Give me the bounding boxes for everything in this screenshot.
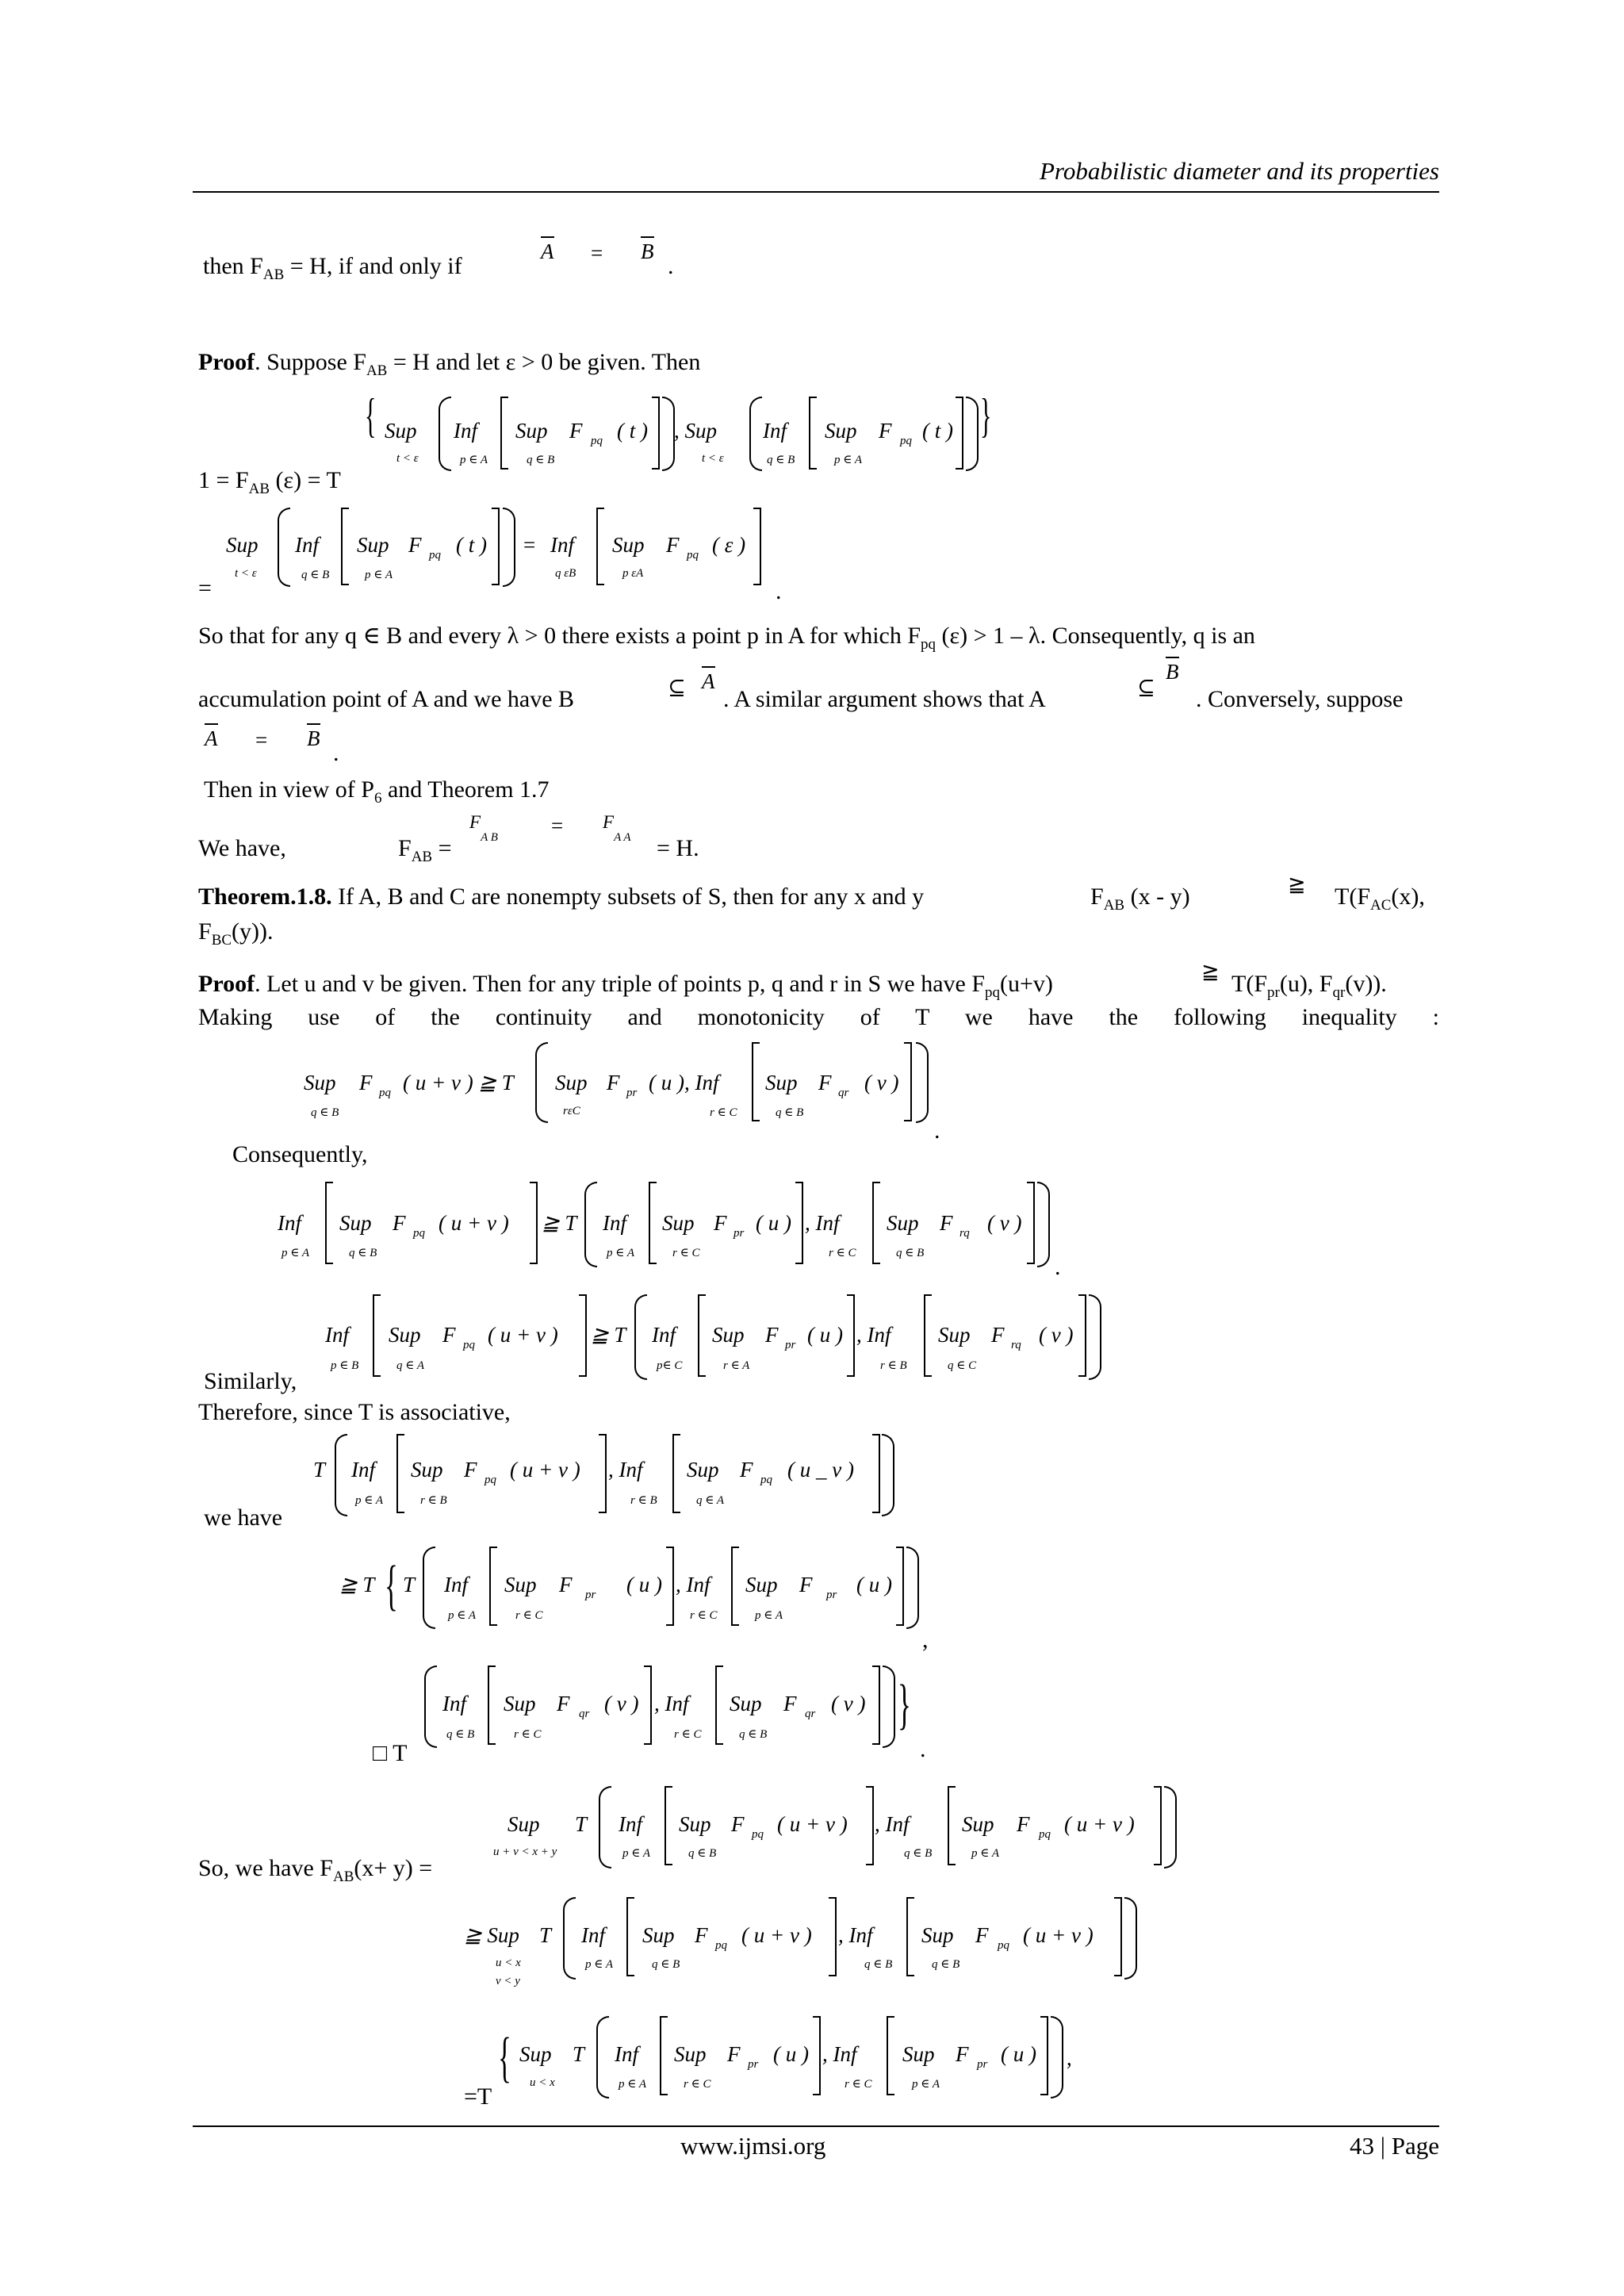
eq2-lhs: = — [198, 575, 212, 601]
box-T: □ T — [373, 1740, 408, 1766]
eq1-lhs: $1 = F_{AB}$ (ε) = T — [198, 467, 341, 497]
making-line: Making use of the continuity and monotonicity of T we have the following inequality : — [198, 1004, 1439, 1030]
paragraph-4: Then in view of $P_6$ and Theorem 1.7 — [204, 776, 550, 807]
we-have-label: we have — [204, 1504, 283, 1531]
running-title: Probabilistic diameter and its properties — [1039, 157, 1439, 185]
eq-sign-3: = — [255, 728, 268, 752]
theorem-1-8-F-AB: $F_{AB}$ (x - y) — [1090, 884, 1190, 914]
theorem-1-8-T: $T(F_{AC}(x)$, — [1335, 884, 1425, 914]
theorem-1-8-line1: Theorem.1.8. If A, B and C are nonempty subsets of S, then for any x and y — [198, 884, 925, 910]
therefore-line: Therefore, since T is associative, — [198, 1399, 511, 1425]
paragraph-5b: $F_{AB}$ = — [398, 835, 452, 865]
F-AA-closure: $F_{A A}$ — [603, 812, 631, 844]
line-then: then $F_{AB} = H$, if and only if — [203, 253, 462, 283]
paragraph-2b: . A similar argument shows that A — [723, 686, 1046, 712]
footer-rule — [193, 2125, 1439, 2127]
eq-sign-5: = — [551, 814, 564, 838]
so-we-have: So, we have $F_{AB}(x+ y)$ = — [198, 1855, 433, 1885]
similarly-label: Similarly, — [204, 1368, 297, 1394]
paragraph-1: So that for any q ∈ B and every λ > 0 there exists a point p in A for which $F_{pq}$ (ε) > 1 – λ. Consequently, q is an — [198, 623, 1255, 653]
eq-sign: = — [591, 241, 603, 265]
header-rule — [193, 191, 1439, 193]
proof-2-line: Proof. Let u and v be given. Then for any triple of points p, q and r in S we have $F_{pq}(u+v)$ — [198, 971, 1053, 1001]
paragraph-2c: . Conversely, suppose — [1196, 686, 1404, 712]
closure-B: B — [641, 240, 654, 264]
closure-A: A — [541, 240, 554, 264]
paragraph-5d: = H. — [657, 835, 699, 861]
footer-page: 43 | Page — [1350, 2132, 1439, 2160]
subseteq-1: ⊆ — [668, 676, 686, 700]
paragraph-5a: We have, — [198, 835, 286, 861]
consequently-label: Consequently, — [232, 1141, 368, 1167]
closure-A-2: A — [702, 669, 715, 694]
closure-A-3: A — [205, 726, 218, 751]
line-dot: . — [668, 253, 674, 279]
proof-1-line: Proof. Suppose $F_{AB} = H$ and let ε > 0 be given. Then — [198, 349, 701, 379]
theorem-1-8-line2: $F_{BC}(y)$). — [198, 918, 274, 949]
eq-T: =T — [464, 2083, 492, 2110]
closure-B-2: B — [1166, 660, 1179, 684]
dot-3: . — [333, 740, 339, 766]
subseteq-2: ⊆ — [1137, 676, 1155, 700]
footer-url: www.ijmsi.org — [680, 2132, 826, 2160]
F-AB-closure: $F_{A B}$ — [469, 812, 498, 844]
geq-sign-1: ≧ — [1288, 872, 1306, 896]
closure-B-3: B — [307, 726, 320, 751]
geq-sign-2: ≧ — [1201, 960, 1220, 983]
proof-2-T: $T(F_{pr}(u)$, $F_{qr}(v)$). — [1231, 971, 1387, 1001]
paragraph-2a: accumulation point of A and we have B — [198, 686, 575, 712]
